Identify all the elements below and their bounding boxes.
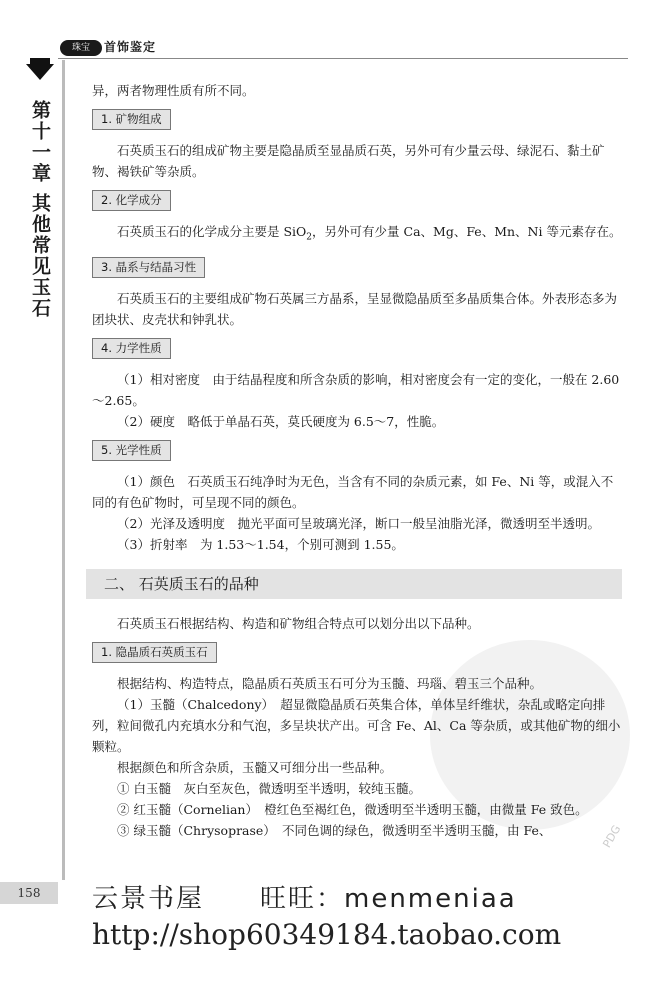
header-rule bbox=[58, 58, 628, 59]
paragraph-white-chalcedony: ① 白玉髓 灰白至灰色，微透明至半透明，较纯玉髓。 bbox=[117, 780, 421, 796]
watermark-line-2: http://shop60349184.taobao.com bbox=[92, 918, 562, 951]
chemistry-text-b: ，另外可有少量 Ca、Mg、Fe、Mn、Ni 等元素存在。 bbox=[312, 224, 622, 239]
paragraph-hardness: （2）硬度 略低于单晶石英，莫氏硬度为 6.5～7，性脆。 bbox=[117, 413, 445, 429]
header-logo: 珠宝 bbox=[60, 40, 102, 56]
paragraph-chalcedony: （1）玉髓（Chalcedony） 超显微隐晶质石英集合体，单体呈纤维状，杂乱或略定向排列，粒间微孔内充填水分和气泡，多呈块状产出。可含 Fe、Al、Ca 等杂质，或其他矿物的细小颗粒。 bbox=[92, 696, 621, 754]
paragraph-refractive: （3）折射率 为 1.53～1.54，个别可测到 1.55。 bbox=[117, 536, 404, 552]
chemistry-subscript: 2 bbox=[306, 232, 313, 243]
page-number: 158 bbox=[0, 882, 58, 904]
paragraph-crypto-1: 根据结构、构造特点，隐晶质石英质玉石可分为玉髓、玛瑙、碧玉三个品种。 bbox=[117, 675, 543, 691]
paragraph-cornelian: ② 红玉髓（Cornelian） 橙红色至褐红色，微透明至半透明玉髓，由微量 Fe 致色。 bbox=[117, 801, 588, 817]
chapter-label: 第十一章 其他常见玉石 bbox=[29, 100, 51, 319]
section-heading-chemistry: 2. 化学成分 bbox=[92, 190, 171, 211]
chemistry-text-a: 石英质玉石的化学成分主要是 SiO bbox=[117, 224, 307, 239]
section-heading-crystal: 3. 晶系与结晶习性 bbox=[92, 257, 205, 278]
section-heading-mechanical: 4. 力学性质 bbox=[92, 338, 171, 359]
diamond-icon bbox=[26, 64, 54, 80]
chapter-section-heading: 二、 石英质玉石的品种 bbox=[86, 569, 622, 599]
paragraph-chalcedony-varieties: 根据颜色和所含杂质，玉髓又可细分出一些品种。 bbox=[117, 759, 393, 775]
margin-rule bbox=[62, 60, 65, 880]
page-header bbox=[0, 0, 655, 60]
paragraph-chemistry bbox=[92, 221, 622, 249]
watermark-line-1: 云景书屋 旺旺：menmeniaa bbox=[92, 884, 517, 914]
paragraph-density: （1）相对密度 由于结晶程度和所含杂质的影响，相对密度会有一定的变化，一般在 2.60～2.65。 bbox=[92, 371, 620, 408]
intro-line: 异，两者物理性质有所不同。 bbox=[92, 83, 255, 98]
watermark-seal-text: PDG bbox=[600, 823, 624, 850]
paragraph-color: （1）颜色 石英质玉石纯净时为无色，当含有不同的杂质元素，如 Fe、Ni 等，或混入不同的有色矿物时，可呈现不同的颜色。 bbox=[92, 473, 614, 510]
paragraph-chrysoprase: ③ 绿玉髓（Chrysoprase） 不同色调的绿色，微透明至半透明玉髓，由 Fe、 bbox=[117, 822, 552, 838]
paragraph-mineral: 石英质玉石的组成矿物主要是隐晶质至显晶质石英，另外可有少量云母、绿泥石、黏土矿物、褐铁矿等杂质。 bbox=[92, 143, 605, 179]
header-title: 首饰鉴定 bbox=[104, 40, 157, 54]
page-body bbox=[92, 80, 622, 841]
section-heading-optical: 5. 光学性质 bbox=[92, 440, 171, 461]
paragraph-varieties-intro: 石英质玉石根据结构、构造和矿物组合特点可以划分出以下品种。 bbox=[117, 615, 480, 631]
section-heading-mineral: 1. 矿物组成 bbox=[92, 109, 171, 130]
paragraph-luster: （2）光泽及透明度 抛光平面可呈玻璃光泽，断口一般呈油脂光泽，微透明至半透明。 bbox=[117, 515, 600, 531]
section-heading-cryptocrystalline: 1. 隐晶质石英质玉石 bbox=[92, 642, 217, 663]
paragraph-crystal: 石英质玉石的主要组成矿物石英属三方晶系，呈显微隐晶质至多晶质集合体。外表形态多为团块状、皮壳状和钟乳状。 bbox=[92, 290, 618, 327]
